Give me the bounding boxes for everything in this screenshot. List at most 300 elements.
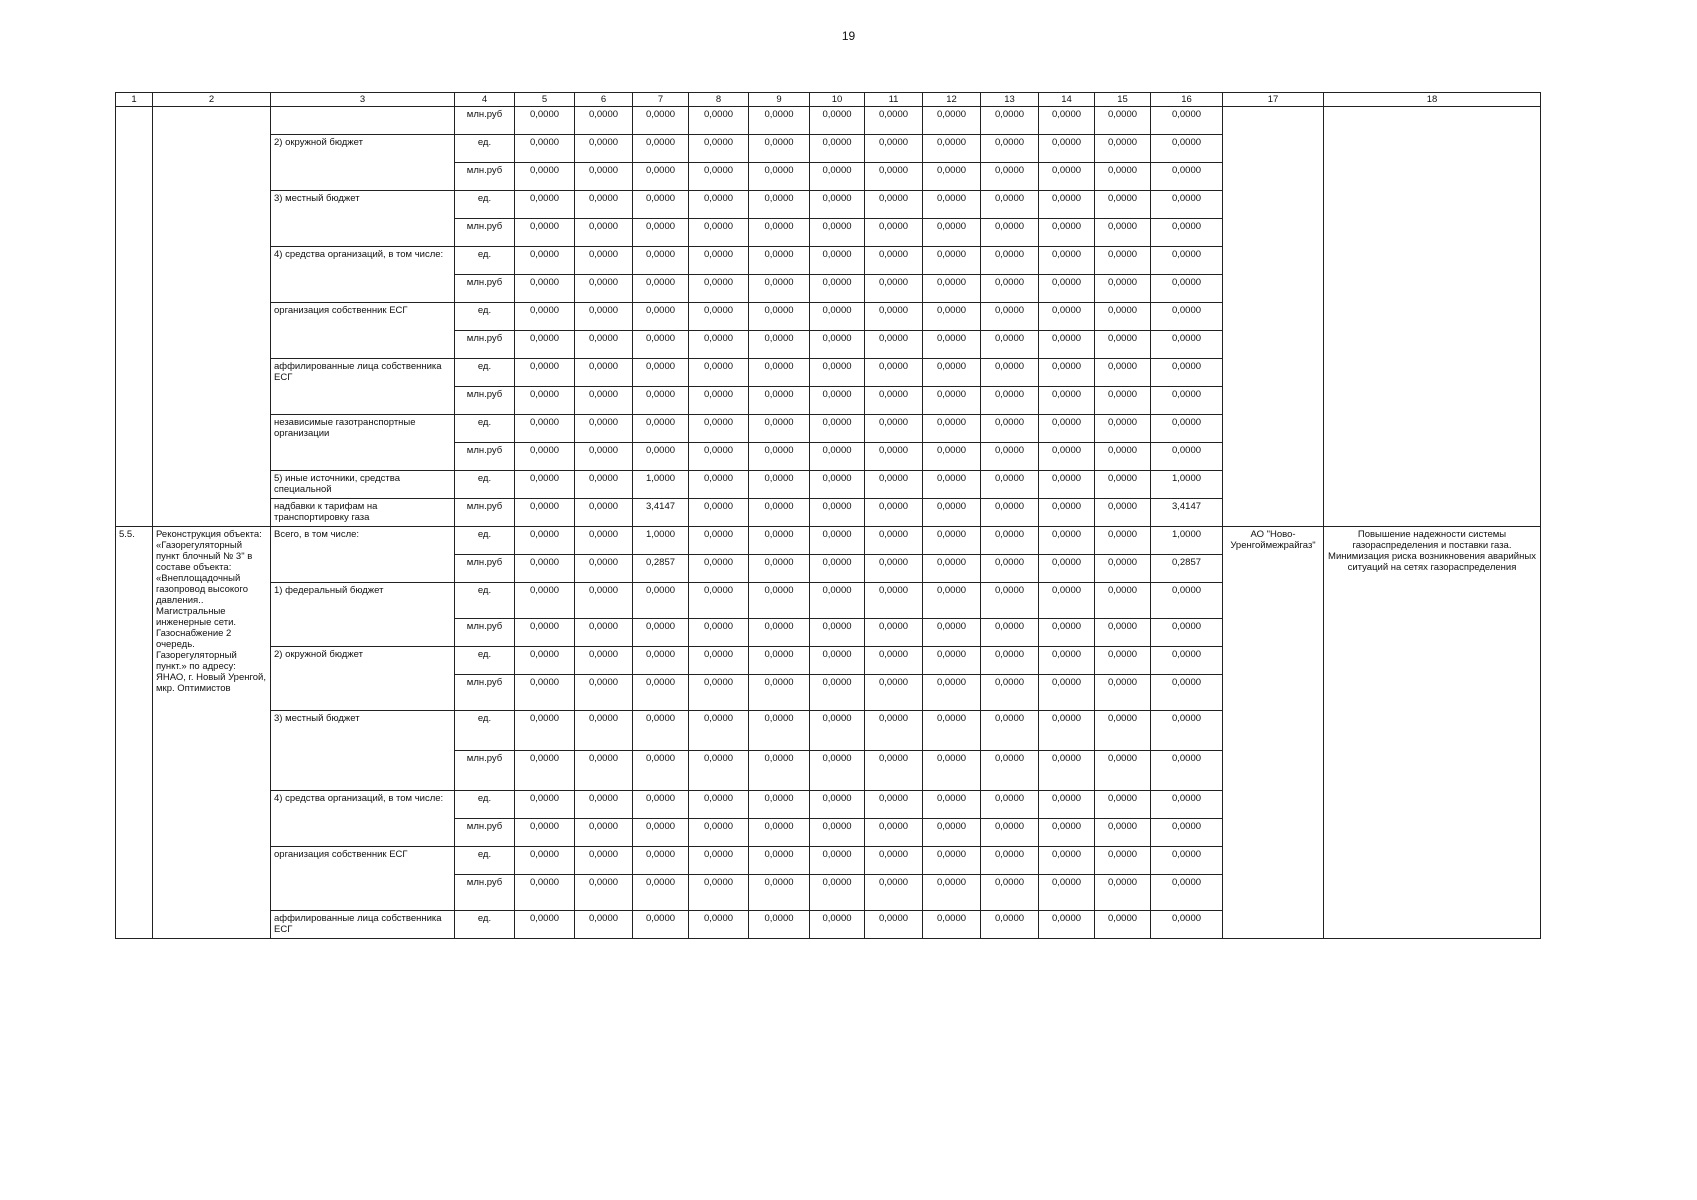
value-cell: 0,0000 [981,711,1039,751]
value-cell: 0,0000 [515,415,575,443]
value-cell: 0,0000 [1039,675,1095,711]
value-cell: 0,0000 [923,303,981,331]
value-cell: 0,0000 [1095,499,1151,527]
value-cell: 0,0000 [1039,331,1095,359]
value-cell: 0,0000 [865,499,923,527]
value-cell: 0,0000 [749,619,810,647]
value-cell: 0,0000 [633,583,689,619]
value-cell: 0,0000 [689,751,749,791]
unit-cell: ед. [455,527,515,555]
value-cell: 0,0000 [1151,275,1223,303]
source-cell: 4) средства организаций, в том числе: [271,247,455,303]
column-number-cell: 9 [749,93,810,107]
value-cell: 0,0000 [981,275,1039,303]
value-cell: 0,0000 [923,527,981,555]
section-number: 5.5. [116,527,153,939]
value-cell: 0,0000 [1039,107,1095,135]
value-cell: 0,0000 [515,275,575,303]
value-cell: 0,0000 [689,555,749,583]
value-cell: 0,0000 [1095,191,1151,219]
value-cell: 0,0000 [865,247,923,275]
value-cell: 0,0000 [1095,875,1151,911]
value-cell: 0,0000 [749,471,810,499]
value-cell: 0,0000 [865,471,923,499]
value-cell: 0,0000 [1039,219,1095,247]
number-cell-empty [116,107,153,527]
unit-cell: млн.руб [455,387,515,415]
value-cell: 0,0000 [865,847,923,875]
value-cell: 0,0000 [865,647,923,675]
value-cell: 0,0000 [749,583,810,619]
value-cell: 0,0000 [923,791,981,819]
unit-cell: ед. [455,911,515,939]
value-cell: 0,0000 [981,415,1039,443]
value-cell: 0,0000 [865,911,923,939]
value-cell: 0,0000 [515,135,575,163]
value-cell: 0,0000 [515,499,575,527]
value-cell: 0,0000 [1039,443,1095,471]
value-cell: 0,0000 [1151,135,1223,163]
value-cell: 0,0000 [1039,359,1095,387]
value-cell: 0,0000 [689,275,749,303]
value-cell: 0,0000 [923,619,981,647]
value-cell: 0,0000 [689,499,749,527]
value-cell: 0,0000 [633,619,689,647]
value-cell: 0,0000 [633,791,689,819]
value-cell: 0,0000 [981,675,1039,711]
value-cell: 0,0000 [923,415,981,443]
value-cell: 0,0000 [923,219,981,247]
value-cell: 0,0000 [1095,331,1151,359]
value-cell: 0,0000 [515,847,575,875]
value-cell: 0,0000 [1151,163,1223,191]
value-cell: 0,0000 [1151,751,1223,791]
value-cell: 0,0000 [1039,711,1095,751]
value-cell: 0,0000 [810,675,865,711]
value-cell: 0,0000 [749,911,810,939]
value-cell: 0,0000 [575,443,633,471]
value-cell: 0,0000 [1095,303,1151,331]
unit-cell: ед. [455,583,515,619]
value-cell: 0,0000 [633,875,689,911]
value-cell: 0,0000 [689,647,749,675]
goal-cell: Повышение надежности системы газораспределения и поставки газа. Минимизация риска возникновения аварийных ситуаций на сетях газораспределения [1324,527,1541,939]
column-number-cell: 12 [923,93,981,107]
value-cell: 0,0000 [689,619,749,647]
value-cell: 0,0000 [575,191,633,219]
value-cell: 0,0000 [1151,619,1223,647]
value-cell: 0,0000 [689,471,749,499]
value-cell: 0,0000 [689,875,749,911]
value-cell: 0,0000 [865,875,923,911]
value-cell: 0,0000 [575,247,633,275]
value-cell: 0,0000 [575,471,633,499]
value-cell: 0,0000 [633,675,689,711]
unit-cell: ед. [455,471,515,499]
value-cell: 0,0000 [633,303,689,331]
value-cell: 0,0000 [981,847,1039,875]
column-number-cell: 11 [865,93,923,107]
value-cell: 0,0000 [865,135,923,163]
value-cell: 0,0000 [981,875,1039,911]
unit-cell: ед. [455,647,515,675]
value-cell: 0,0000 [1095,247,1151,275]
column-number-cell: 16 [1151,93,1223,107]
value-cell: 0,0000 [749,219,810,247]
value-cell: 0,0000 [515,219,575,247]
value-cell: 0,0000 [689,247,749,275]
value-cell: 0,0000 [1095,443,1151,471]
value-cell: 0,0000 [633,191,689,219]
value-cell: 0,0000 [1151,387,1223,415]
value-cell: 0,0000 [981,303,1039,331]
value-cell: 0,0000 [810,711,865,751]
value-cell: 0,0000 [981,107,1039,135]
value-cell: 0,0000 [575,555,633,583]
value-cell: 0,0000 [1151,303,1223,331]
source-cell: организация собственник ЕСГ [271,847,455,911]
value-cell: 0,0000 [865,275,923,303]
unit-cell: млн.руб [455,331,515,359]
value-cell: 0,0000 [1095,275,1151,303]
value-cell: 0,0000 [865,387,923,415]
value-cell: 0,0000 [865,331,923,359]
value-cell: 0,0000 [810,219,865,247]
value-cell: 0,0000 [981,331,1039,359]
value-cell: 0,0000 [515,387,575,415]
value-cell: 0,0000 [981,247,1039,275]
value-cell: 0,0000 [689,359,749,387]
value-cell: 0,0000 [810,555,865,583]
value-cell: 0,0000 [810,875,865,911]
value-cell: 0,0000 [865,711,923,751]
value-cell: 0,0000 [575,527,633,555]
value-cell: 0,0000 [865,191,923,219]
value-cell: 0,0000 [515,819,575,847]
value-cell: 0,0000 [865,555,923,583]
value-cell: 0,0000 [923,647,981,675]
value-cell: 0,0000 [1039,791,1095,819]
value-cell: 0,0000 [689,527,749,555]
value-cell: 0,0000 [981,443,1039,471]
value-cell: 0,0000 [749,359,810,387]
column-number-cell: 2 [153,93,271,107]
value-cell: 0,0000 [923,247,981,275]
column-number-cell: 4 [455,93,515,107]
value-cell: 0,0000 [810,331,865,359]
unit-cell: млн.руб [455,875,515,911]
source-cell: надбавки к тарифам на транспортировку газа [271,499,455,527]
value-cell: 0,0000 [515,711,575,751]
unit-cell: ед. [455,415,515,443]
value-cell: 0,0000 [981,819,1039,847]
value-cell: 0,0000 [749,387,810,415]
value-cell: 0,0000 [633,711,689,751]
executor-cell: АО "Ново-Уренгоймежрайгаз" [1223,527,1324,939]
value-cell: 0,0000 [575,275,633,303]
value-cell: 0,0000 [633,911,689,939]
value-cell: 0,0000 [865,819,923,847]
value-cell: 0,0000 [1095,219,1151,247]
value-cell: 0,0000 [923,555,981,583]
value-cell: 0,0000 [1039,163,1095,191]
value-cell: 0,0000 [1039,555,1095,583]
value-cell: 0,0000 [515,163,575,191]
value-cell: 0,0000 [575,711,633,751]
value-cell: 0,0000 [1151,711,1223,751]
value-cell: 0,0000 [865,415,923,443]
value-cell: 0,0000 [1151,191,1223,219]
value-cell: 0,0000 [515,791,575,819]
value-cell: 0,0000 [749,499,810,527]
unit-cell: ед. [455,191,515,219]
value-cell: 0,0000 [633,443,689,471]
unit-cell: млн.руб [455,499,515,527]
value-cell: 0,0000 [865,443,923,471]
value-cell: 0,0000 [749,191,810,219]
unit-cell: ед. [455,711,515,751]
unit-cell: млн.руб [455,275,515,303]
value-cell: 0,0000 [633,219,689,247]
value-cell: 0,0000 [923,359,981,387]
value-cell: 0,0000 [810,791,865,819]
value-cell: 0,0000 [749,331,810,359]
value-cell: 0,0000 [633,415,689,443]
value-cell: 3,4147 [633,499,689,527]
value-cell: 0,0000 [575,875,633,911]
value-cell: 0,0000 [1151,819,1223,847]
unit-cell: млн.руб [455,555,515,583]
value-cell: 0,0000 [923,583,981,619]
unit-cell: млн.руб [455,163,515,191]
source-cell: 3) местный бюджет [271,191,455,247]
value-cell: 0,0000 [689,583,749,619]
value-cell: 0,0000 [923,819,981,847]
value-cell: 0,0000 [981,555,1039,583]
value-cell: 0,0000 [981,583,1039,619]
value-cell: 0,0000 [1151,791,1223,819]
source-cell: аффилированные лица собственника ЕСГ [271,911,455,939]
value-cell: 0,0000 [865,527,923,555]
value-cell: 0,0000 [515,331,575,359]
value-cell: 0,0000 [515,471,575,499]
value-cell: 0,0000 [810,819,865,847]
value-cell: 0,0000 [923,875,981,911]
value-cell: 0,0000 [981,619,1039,647]
value-cell: 0,0000 [923,275,981,303]
value-cell: 0,0000 [1039,647,1095,675]
value-cell: 0,0000 [515,555,575,583]
unit-cell: ед. [455,847,515,875]
value-cell: 0,0000 [865,791,923,819]
value-cell: 0,0000 [923,499,981,527]
value-cell: 0,0000 [1039,247,1095,275]
value-cell: 0,0000 [689,791,749,819]
source-cell: 2) окружной бюджет [271,647,455,711]
value-cell: 1,0000 [633,527,689,555]
value-cell: 0,0000 [515,527,575,555]
column-number-cell: 3 [271,93,455,107]
value-cell: 0,0000 [810,499,865,527]
value-cell: 0,0000 [1095,415,1151,443]
unit-cell: млн.руб [455,619,515,647]
value-cell: 0,0000 [575,331,633,359]
value-cell: 0,0000 [981,911,1039,939]
value-cell: 0,0000 [633,163,689,191]
column-number-cell: 1 [116,93,153,107]
value-cell: 0,0000 [1095,675,1151,711]
value-cell: 0,0000 [575,675,633,711]
value-cell: 0,0000 [1095,911,1151,939]
value-cell: 0,0000 [1039,875,1095,911]
value-cell: 0,0000 [981,219,1039,247]
value-cell: 0,0000 [1039,583,1095,619]
unit-cell: млн.руб [455,819,515,847]
value-cell: 0,0000 [1039,471,1095,499]
value-cell: 0,0000 [865,107,923,135]
table-row [116,107,1541,135]
value-cell: 0,0000 [923,387,981,415]
value-cell: 0,0000 [689,191,749,219]
value-cell: 0,0000 [1039,303,1095,331]
value-cell: 0,0000 [1039,415,1095,443]
value-cell: 0,0000 [1151,415,1223,443]
value-cell: 0,0000 [810,847,865,875]
value-cell: 0,0000 [981,527,1039,555]
value-cell: 0,0000 [1095,471,1151,499]
value-cell: 0,0000 [810,527,865,555]
goal-cell-empty [1324,107,1541,527]
column-number-row [116,93,1541,107]
value-cell: 0,0000 [1151,107,1223,135]
value-cell: 0,0000 [515,303,575,331]
value-cell: 0,0000 [689,331,749,359]
value-cell: 0,0000 [749,247,810,275]
value-cell: 0,0000 [1039,191,1095,219]
value-cell: 0,0000 [923,163,981,191]
value-cell: 0,0000 [515,751,575,791]
column-number-cell: 7 [633,93,689,107]
column-number-cell: 18 [1324,93,1541,107]
value-cell: 0,0000 [575,499,633,527]
value-cell: 0,0000 [923,847,981,875]
page-number: 19 [841,29,856,43]
source-cell: 1) федеральный бюджет [271,583,455,647]
value-cell: 0,0000 [1095,555,1151,583]
table-body [116,93,1541,939]
value-cell: 0,0000 [1095,819,1151,847]
column-number-cell: 8 [689,93,749,107]
column-number-cell: 17 [1223,93,1324,107]
value-cell: 0,0000 [749,107,810,135]
value-cell: 0,0000 [923,711,981,751]
value-cell: 0,0000 [1039,275,1095,303]
value-cell: 0,0000 [810,471,865,499]
value-cell: 0,0000 [689,387,749,415]
value-cell: 0,0000 [923,471,981,499]
value-cell: 0,0000 [810,415,865,443]
value-cell: 0,0000 [633,647,689,675]
value-cell: 0,0000 [923,443,981,471]
source-cell: аффилированные лица собственника ЕСГ [271,359,455,415]
value-cell: 0,0000 [633,275,689,303]
value-cell: 0,0000 [981,163,1039,191]
value-cell: 0,0000 [515,675,575,711]
value-cell: 0,0000 [575,303,633,331]
value-cell: 0,0000 [810,275,865,303]
value-cell: 0,0000 [575,751,633,791]
value-cell: 0,0000 [749,275,810,303]
value-cell: 0,0000 [749,303,810,331]
value-cell: 0,0000 [575,163,633,191]
source-cell: независимые газотранспортные организации [271,415,455,471]
value-cell: 0,0000 [1151,675,1223,711]
value-cell: 0,0000 [1095,583,1151,619]
value-cell: 0,0000 [633,387,689,415]
value-cell: 0,0000 [1151,443,1223,471]
value-cell: 0,0000 [923,751,981,791]
source-cell [271,107,455,135]
value-cell: 0,0000 [515,875,575,911]
value-cell: 0,0000 [1039,135,1095,163]
value-cell: 0,0000 [1151,847,1223,875]
unit-cell: ед. [455,359,515,387]
value-cell: 0,0000 [1095,619,1151,647]
value-cell: 1,0000 [633,471,689,499]
value-cell: 0,0000 [865,675,923,711]
value-cell: 0,0000 [810,135,865,163]
value-cell: 0,0000 [749,751,810,791]
value-cell: 0,0000 [810,443,865,471]
value-cell: 0,0000 [810,751,865,791]
value-cell: 0,0000 [1095,107,1151,135]
value-cell: 1,0000 [1151,527,1223,555]
value-cell: 0,0000 [575,647,633,675]
section-row [116,527,1541,555]
value-cell: 0,2857 [633,555,689,583]
value-cell: 0,0000 [981,191,1039,219]
value-cell: 0,0000 [810,647,865,675]
value-cell: 0,0000 [689,819,749,847]
value-cell: 0,0000 [749,847,810,875]
value-cell: 0,0000 [575,415,633,443]
value-cell: 0,0000 [575,219,633,247]
value-cell: 0,0000 [515,191,575,219]
source-cell: 2) окружной бюджет [271,135,455,191]
unit-cell: млн.руб [455,219,515,247]
value-cell: 0,0000 [749,791,810,819]
value-cell: 0,0000 [923,675,981,711]
value-cell: 0,0000 [1039,911,1095,939]
value-cell: 0,0000 [981,387,1039,415]
value-cell: 0,0000 [981,791,1039,819]
value-cell: 0,0000 [1151,647,1223,675]
value-cell: 0,0000 [575,819,633,847]
value-cell: 0,0000 [1151,331,1223,359]
value-cell: 0,0000 [981,135,1039,163]
value-cell: 0,0000 [810,247,865,275]
value-cell: 0,0000 [1039,751,1095,791]
value-cell: 0,0000 [689,107,749,135]
value-cell: 3,4147 [1151,499,1223,527]
source-cell: 3) местный бюджет [271,711,455,791]
value-cell: 0,2857 [1151,555,1223,583]
value-cell: 0,0000 [575,619,633,647]
column-number-cell: 15 [1095,93,1151,107]
value-cell: 0,0000 [1095,163,1151,191]
value-cell: 0,0000 [749,163,810,191]
value-cell: 0,0000 [749,647,810,675]
